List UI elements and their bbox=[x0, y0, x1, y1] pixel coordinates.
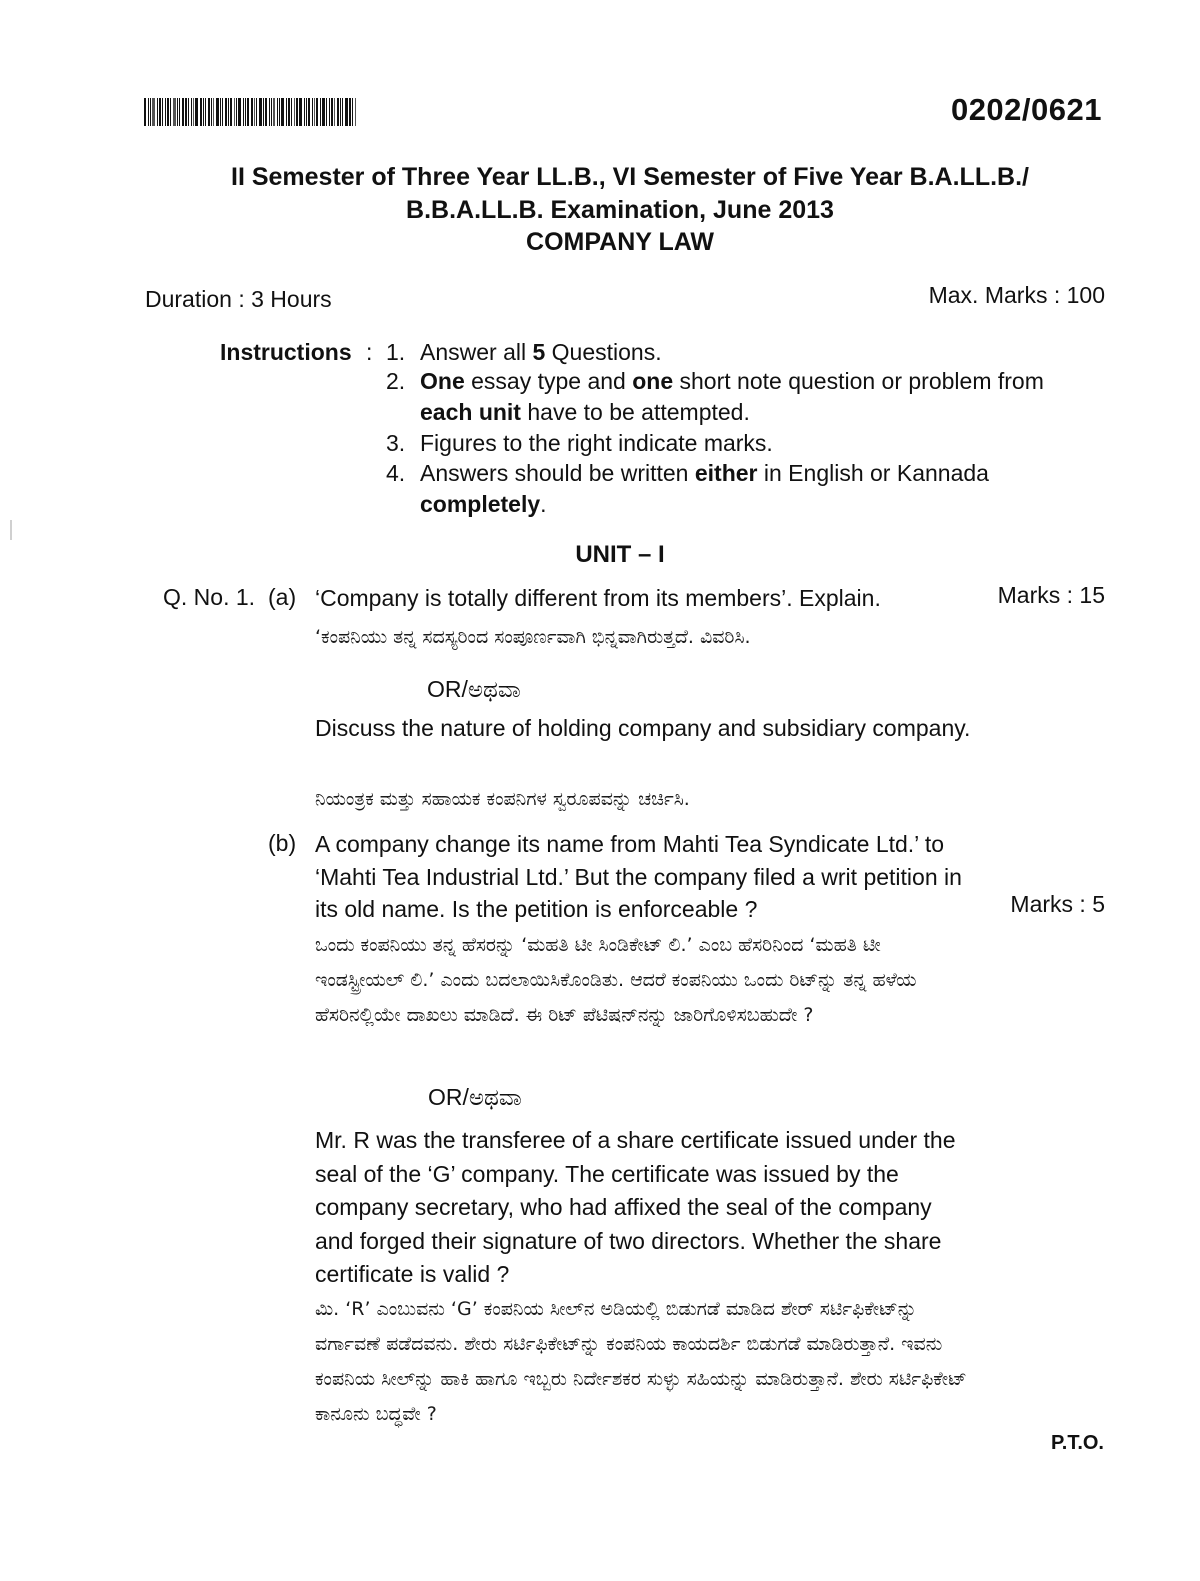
barcode-bar bbox=[329, 98, 330, 126]
barcode-bar bbox=[288, 98, 290, 126]
instruction-bold: either bbox=[694, 460, 758, 486]
barcode-bar bbox=[279, 98, 280, 126]
or-divider: OR/ಅಥವಾ bbox=[428, 1084, 522, 1110]
instruction-bold: 5 bbox=[532, 339, 546, 365]
barcode-bar bbox=[334, 98, 335, 126]
instruction-number: 4. bbox=[386, 460, 406, 486]
barcode-bar bbox=[195, 98, 198, 126]
barcode-bar bbox=[177, 98, 178, 126]
instruction-number: 3. bbox=[386, 430, 406, 456]
barcode-bar bbox=[291, 98, 292, 126]
barcode-bar bbox=[211, 98, 212, 126]
barcode-bar bbox=[150, 98, 151, 126]
barcode-bar bbox=[299, 98, 302, 126]
barcode-bar bbox=[326, 98, 327, 126]
barcode-bar bbox=[234, 98, 235, 126]
barcode-bar bbox=[243, 98, 244, 126]
instruction-item bbox=[386, 428, 1076, 459]
duration: Duration : 3 Hours bbox=[145, 286, 332, 312]
question-number: Q. No. 1. bbox=[163, 584, 256, 610]
barcode-bar bbox=[337, 98, 339, 126]
instruction-bold: one bbox=[632, 368, 674, 394]
instruction-bold: One bbox=[420, 368, 465, 394]
paper-code: 0202/0621 bbox=[950, 92, 1102, 127]
instruction-text: short note question or problem from bbox=[673, 368, 1044, 394]
question-1b-kannada: ಒಂದು ಕಂಪನಿಯು ತನ್ನ ಹೆಸರನ್ನು ‘ಮಹತಿ ಟೀ ಸಿಂಡಿಕೇಟ್ ಲಿ.’ ಎಂಬ ಹೆಸರಿನಿಂದ ‘ಮಹತಿ ಟೀ ಇಂಡಸ್ಟ್ರೀಯಲ್ ಲಿ.’ ಎಂದು ಬದಲಾಯಿಸಿಕೊಂಡಿತು. ಆದರೆ ಕಂಪನಿಯು ಒಂದು ರಿಟ್‌ನ್ನು ತನ್ನ ಹಳೆಯ ಹೆಸರಿನಲ್ಲಿಯೇ ದಾಖಲು ಮಾಡಿದೆ. ಈ ರಿಟ್ ಪೆಟಿಷನ್‌ನನ್ನು ಜಾರಿಗೊಳಿಸಬಹುದೇ ? bbox=[315, 934, 917, 1026]
barcode-bar bbox=[352, 98, 353, 126]
barcode-bar bbox=[286, 98, 287, 126]
question-1a-alt-text: Discuss the nature of holding company and subsidiary company. bbox=[315, 715, 971, 741]
barcode-bar bbox=[273, 98, 275, 126]
barcode-bar bbox=[342, 98, 343, 126]
subquestion-a-label: (a) bbox=[268, 584, 297, 610]
instruction-item bbox=[386, 337, 1076, 368]
barcode-bar bbox=[331, 98, 333, 126]
barcode-bar bbox=[251, 98, 253, 126]
question-1b-marks: Marks : 5 bbox=[1010, 891, 1105, 917]
question-1a-marks: Marks : 15 bbox=[997, 582, 1105, 608]
barcode-bar bbox=[281, 98, 284, 126]
instruction-number: 2. bbox=[386, 368, 406, 394]
page-turn-over: P.T.O. bbox=[1051, 1432, 1104, 1454]
instruction-text: . bbox=[540, 491, 547, 517]
barcode-bar bbox=[165, 98, 166, 126]
barcode bbox=[144, 98, 362, 126]
instruction-number: 1. bbox=[386, 339, 406, 365]
barcode-bar bbox=[314, 98, 315, 126]
subject-title: COMPANY LAW bbox=[526, 228, 714, 256]
barcode-bar bbox=[193, 98, 194, 126]
barcode-bar bbox=[296, 98, 298, 126]
max-marks: Max. Marks : 100 bbox=[928, 282, 1105, 308]
barcode-bar bbox=[269, 98, 270, 126]
instruction-item bbox=[386, 366, 1076, 428]
barcode-bar bbox=[144, 98, 146, 126]
barcode-bar bbox=[157, 98, 158, 126]
instruction-item bbox=[386, 458, 1076, 520]
barcode-bar bbox=[263, 98, 264, 126]
subquestion-b-label: (b) bbox=[268, 830, 297, 856]
question-1b-alt-kannada: ಮಿ. ‘R’ ಎಂಬುವನು ‘G’ ಕಂಪನಿಯ ಸೀಲ್‌ನ ಅಡಿಯಲ್ಲಿ ಬಿಡುಗಡೆ ಮಾಡಿದ ಶೇರ್ ಸರ್ಟಿಫಿಕೇಟ್‌ನ್ನು ವರ್ಗಾವಣೆ ಪಡೆದವನು. ಶೇರು ಸರ್ಟಿಫಿಕೇಟ್‌ನ್ನು ಕಂಪನಿಯ ಕಾಯದರ್ಶಿ ಬಿಡುಗಡೆ ಮಾಡಿರುತ್ತಾನೆ. ಇವನು ಕಂಪನಿಯ ಸೀಲ್‌ನ್ನು ಹಾಕಿ ಹಾಗೂ ಇಬ್ಬರು ನಿರ್ದೇಶಕರ ಸುಳ್ಳು ಸಹಿಯನ್ನು ಮಾಡಿರುತ್ತಾನೆ. ಶೇರು ಸರ್ಟಿಫಿಕೇಟ್ ಕಾನೂನು ಬದ್ಧವೇ ? bbox=[315, 1298, 967, 1425]
instruction-text: Answers should be written bbox=[420, 460, 695, 486]
barcode-bar bbox=[170, 98, 171, 126]
instruction-text: have to be attempted. bbox=[520, 399, 750, 425]
barcode-bar bbox=[216, 98, 219, 126]
barcode-bar bbox=[238, 98, 241, 126]
or-divider: OR/ಅಥವಾ bbox=[427, 676, 521, 702]
barcode-bar bbox=[191, 98, 192, 126]
barcode-bar bbox=[208, 98, 210, 126]
barcode-bar bbox=[159, 98, 161, 126]
barcode-bar bbox=[256, 98, 257, 126]
barcode-bar bbox=[345, 98, 348, 126]
barcode-bar bbox=[152, 98, 155, 126]
barcode-bar bbox=[213, 98, 214, 126]
barcode-bar bbox=[236, 98, 237, 126]
barcode-bar bbox=[167, 98, 169, 126]
barcode-bar bbox=[162, 98, 163, 126]
barcode-bar bbox=[322, 98, 325, 126]
barcode-bar bbox=[182, 98, 184, 126]
instruction-text: Answer all bbox=[420, 339, 533, 365]
instruction-bold: completely bbox=[420, 491, 541, 517]
scan-margin-mark bbox=[10, 520, 12, 540]
barcode-bar bbox=[271, 98, 272, 126]
barcode-bar bbox=[148, 98, 149, 126]
barcode-bar bbox=[355, 98, 356, 126]
barcode-bar bbox=[200, 98, 202, 126]
barcode-bar bbox=[230, 98, 232, 126]
barcode-bar bbox=[228, 98, 229, 126]
instruction-text: in English or Kannada bbox=[757, 460, 989, 486]
barcode-bar bbox=[220, 98, 221, 126]
barcode-bar bbox=[320, 98, 321, 126]
barcode-bar bbox=[349, 98, 351, 126]
exam-title-line-2: B.B.A.LL.B. Examination, June 2013 bbox=[406, 196, 834, 224]
barcode-bar bbox=[306, 98, 307, 126]
exam-title-line-1: II Semester of Three Year LL.B., VI Semester of Five Year B.A.LL.B./ bbox=[231, 163, 1029, 191]
instruction-text: essay type and bbox=[464, 368, 633, 394]
instruction-text: Figures to the right indicate marks. bbox=[420, 430, 773, 456]
barcode-bar bbox=[222, 98, 223, 126]
barcode-bar bbox=[340, 98, 341, 126]
barcode-bar bbox=[179, 98, 180, 126]
barcode-bar bbox=[304, 98, 305, 126]
unit-heading: UNIT – I bbox=[575, 541, 665, 568]
barcode-bar bbox=[312, 98, 313, 126]
barcode-bar bbox=[294, 98, 295, 126]
instructions-label: Instructions bbox=[220, 339, 352, 365]
barcode-bar bbox=[185, 98, 187, 126]
question-1b-text: A company change its name from Mahti Tea Syndicate Ltd.’ to ‘Mahti Tea Industrial Ltd.’ But the company filed a writ petition in its old name. Is the petition is enforceable ? bbox=[315, 831, 962, 922]
barcode-bar bbox=[188, 98, 189, 126]
barcode-bar bbox=[259, 98, 262, 126]
barcode-bar bbox=[316, 98, 318, 126]
question-1b-alt-text: Mr. R was the transferee of a share certificate issued under the seal of the ‘G’ company. The certificate was issued by the company secretary, who had affixed the seal of the company and forged their signature of two directors. Whether the share certificate is valid ? bbox=[315, 1127, 956, 1287]
barcode-bar bbox=[308, 98, 310, 126]
barcode-bar bbox=[173, 98, 176, 126]
question-1a-alt-kannada: ನಿಯಂತ್ರಕ ಮತ್ತು ಸಹಾಯಕ ಕಂಪನಿಗಳ ಸ್ವರೂಪವನ್ನು ಚರ್ಚಿಸಿ. bbox=[315, 788, 690, 810]
barcode-bar bbox=[205, 98, 206, 126]
barcode-bar bbox=[265, 98, 267, 126]
barcode-bar bbox=[245, 98, 246, 126]
question-1a-kannada: ‘ಕಂಪನಿಯು ತನ್ನ ಸದಸ್ಯರಿಂದ ಸಂಪೂರ್ಣವಾಗಿ ಭಿನ್ನವಾಗಿರುತ್ತದೆ. ವಿವರಿಸಿ. bbox=[315, 626, 751, 648]
instruction-bold: each unit bbox=[420, 399, 521, 425]
barcode-bar bbox=[254, 98, 255, 126]
barcode-bar bbox=[247, 98, 249, 126]
barcode-bar bbox=[203, 98, 204, 126]
barcode-bar bbox=[277, 98, 278, 126]
question-1a-text: ‘Company is totally different from its members’. Explain. bbox=[315, 585, 881, 611]
barcode-bar bbox=[225, 98, 227, 126]
instructions-colon: : bbox=[366, 339, 373, 365]
instruction-text: Questions. bbox=[545, 339, 662, 365]
